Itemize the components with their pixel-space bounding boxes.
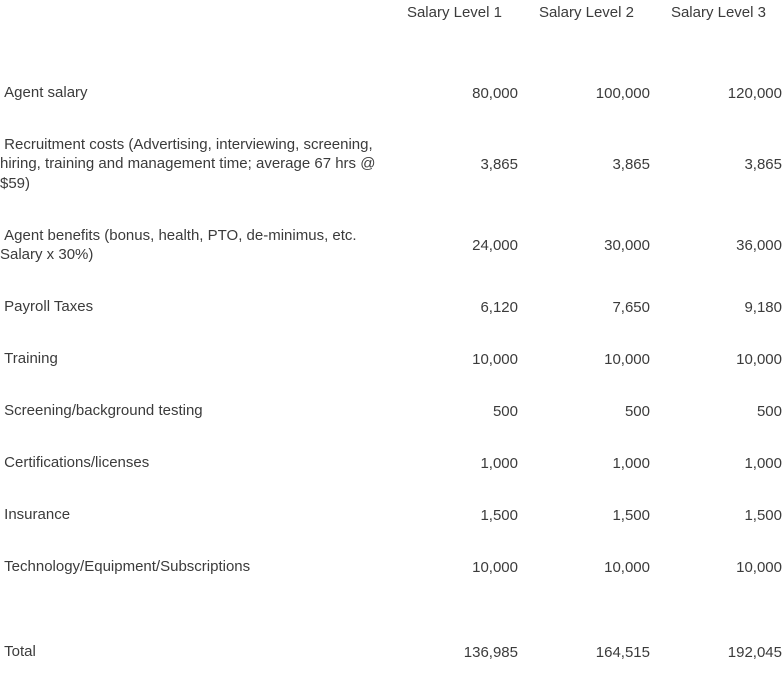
- cell-value: 100,000: [595, 84, 650, 102]
- cell-value: 7,650: [612, 298, 650, 316]
- cell-value: 36,000: [736, 236, 782, 254]
- table-row-technology-equipment: [0, 541, 782, 593]
- header-empty-cell: [0, 0, 386, 26]
- cell-value: 10,000: [472, 350, 518, 368]
- total-spacer: [0, 593, 782, 626]
- cell-value: 1,000: [612, 454, 650, 472]
- table-row-recruitment-costs: [0, 119, 782, 209]
- total-value: 164,515: [595, 643, 650, 661]
- header-spacer: [0, 26, 782, 67]
- cell-value: 10,000: [472, 558, 518, 576]
- cell-value: 1,000: [744, 454, 782, 472]
- table-header-row: [0, 0, 782, 26]
- cell-value: 10,000: [736, 350, 782, 368]
- cell-value: 1,500: [612, 506, 650, 524]
- cell-value: 10,000: [604, 350, 650, 368]
- table-row-agent-benefits: [0, 209, 782, 281]
- row-label: Screening/background testing: [0, 402, 203, 420]
- header-salary-level-3: Salary Level 3: [670, 4, 766, 21]
- table-row-insurance: [0, 489, 782, 541]
- cell-value: 10,000: [604, 558, 650, 576]
- cell-value: 6,120: [480, 298, 518, 316]
- cell-value: 30,000: [604, 236, 650, 254]
- cell-value: 500: [492, 402, 518, 420]
- cell-value: 24,000: [472, 236, 518, 254]
- row-label: Agent benefits (bonus, health, PTO, de-minimus, etc. Salary x 30%): [0, 226, 361, 263]
- cell-value: 3,865: [480, 155, 518, 173]
- table-row-payroll-taxes: [0, 281, 782, 333]
- cell-value: 1,500: [744, 506, 782, 524]
- row-label: Payroll Taxes: [0, 298, 94, 316]
- cell-value: 9,180: [744, 298, 782, 316]
- row-label: Agent salary: [0, 84, 88, 102]
- cell-value: 1,000: [480, 454, 518, 472]
- row-label: Technology/Equipment/Subscriptions: [0, 558, 251, 576]
- cell-value: 80,000: [472, 84, 518, 102]
- row-label: Recruitment costs (Advertising, interviewing, screening, hiring, training and management time; average 67 hrs @ $59): [0, 135, 380, 192]
- total-label: Total: [0, 643, 36, 661]
- table-row-training: [0, 333, 782, 385]
- row-label: Certifications/licenses: [0, 454, 150, 472]
- cell-value: 3,865: [744, 155, 782, 173]
- row-label: Insurance: [0, 506, 71, 524]
- table-row-agent-salary: [0, 67, 782, 119]
- total-value: 192,045: [727, 643, 782, 661]
- table-row-certifications-licenses: [0, 437, 782, 489]
- cell-value: 1,500: [480, 506, 518, 524]
- cell-value: 500: [624, 402, 650, 420]
- header-salary-level-1: Salary Level 1: [406, 4, 502, 21]
- total-value: 136,985: [463, 643, 518, 661]
- header-salary-level-2: Salary Level 2: [538, 4, 634, 21]
- cell-value: 3,865: [612, 155, 650, 173]
- cell-value: 120,000: [727, 84, 782, 102]
- cell-value: 500: [756, 402, 782, 420]
- cell-value: 10,000: [736, 558, 782, 576]
- row-label: Training: [0, 350, 58, 368]
- table-row-total: [0, 626, 782, 678]
- table-row-screening-background: [0, 385, 782, 437]
